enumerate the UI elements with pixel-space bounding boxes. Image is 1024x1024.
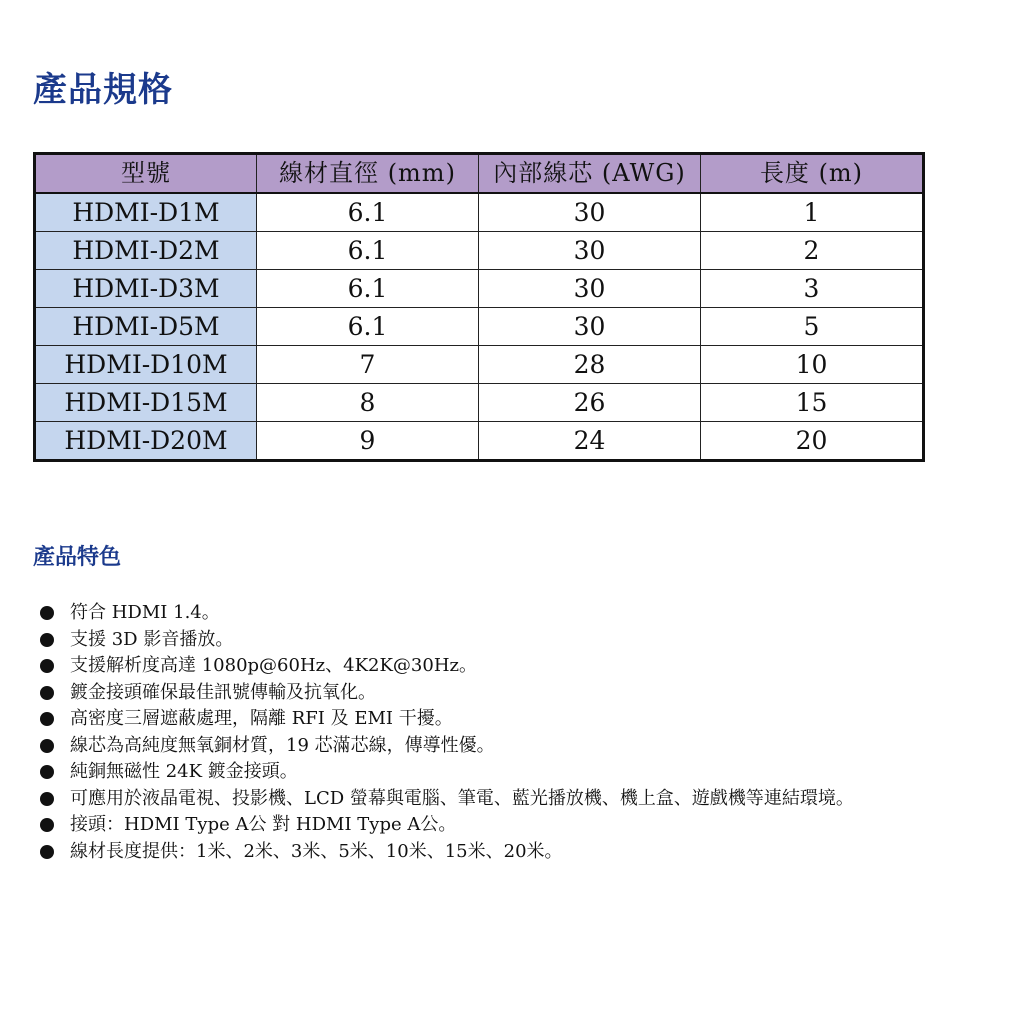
table-row [35, 270, 924, 308]
feature-text: 接頭：HDMI Type A公 對 HDMI Type A公。 [70, 814, 457, 835]
list-item [40, 812, 854, 839]
bullet-icon [40, 606, 54, 620]
cell-length: 20 [701, 422, 924, 461]
header-diameter: 線材直徑 (mm) [257, 154, 479, 194]
cell-model: HDMI-D1M [35, 193, 257, 232]
cell-model: HDMI-D5M [35, 308, 257, 346]
table-row [35, 346, 924, 384]
feature-text: 純銅無磁性 24K 鍍金接頭。 [70, 761, 298, 782]
cell-awg: 30 [479, 193, 701, 232]
feature-text: 支援 3D 影音播放。 [70, 628, 234, 650]
bullet-icon [40, 712, 54, 726]
bullet-icon [40, 633, 54, 647]
table-header-row [35, 154, 924, 194]
feature-text: 支援解析度高達 1080p@60Hz、4K2K@30Hz。 [70, 655, 478, 676]
cell-length: 5 [701, 308, 924, 346]
list-item [40, 786, 854, 813]
bullet-icon [40, 845, 54, 859]
list-item [40, 706, 854, 733]
list-item [40, 680, 854, 707]
spec-table [33, 152, 925, 462]
cell-awg: 30 [479, 232, 701, 270]
feature-text: 符合 HDMI 1.4。 [70, 602, 220, 623]
bullet-icon [40, 792, 54, 806]
cell-diameter: 8 [257, 384, 479, 422]
table-row [35, 232, 924, 270]
bullet-icon [40, 686, 54, 700]
list-item [40, 759, 854, 786]
feature-text: 線材長度提供：1米、2米、3米、5米、10米、15米、20米。 [70, 840, 563, 862]
cell-diameter: 6.1 [257, 232, 479, 270]
cell-awg: 30 [479, 270, 701, 308]
list-item [40, 627, 854, 654]
feature-text: 鍍金接頭確保最佳訊號傳輸及抗氧化。 [70, 681, 376, 703]
header-length: 長度 (m) [701, 154, 924, 194]
feature-text: 線芯為高純度無氧銅材質，19 芯滿芯線，傳導性優。 [70, 734, 495, 756]
cell-diameter: 6.1 [257, 308, 479, 346]
bullet-icon [40, 818, 54, 832]
bullet-icon [40, 659, 54, 673]
cell-model: HDMI-D15M [35, 384, 257, 422]
cell-length: 2 [701, 232, 924, 270]
list-item [40, 653, 854, 680]
cell-length: 1 [701, 193, 924, 232]
cell-model: HDMI-D3M [35, 270, 257, 308]
cell-awg: 26 [479, 384, 701, 422]
cell-awg: 28 [479, 346, 701, 384]
feature-text: 高密度三層遮蔽處理，隔離 RFI 及 EMI 干擾。 [70, 708, 453, 729]
cell-model: HDMI-D2M [35, 232, 257, 270]
cell-awg: 30 [479, 308, 701, 346]
cell-length: 3 [701, 270, 924, 308]
cell-length: 15 [701, 384, 924, 422]
table-row [35, 384, 924, 422]
list-item [40, 600, 854, 627]
header-model: 型號 [35, 154, 257, 194]
list-item [40, 733, 854, 760]
cell-model: HDMI-D10M [35, 346, 257, 384]
cell-diameter: 6.1 [257, 193, 479, 232]
feature-list [40, 600, 854, 865]
table-row [35, 422, 924, 461]
table-row [35, 193, 924, 232]
feature-text: 可應用於液晶電視、投影機、LCD 螢幕與電腦、筆電、藍光播放機、機上盒、遊戲機等連結環境。 [70, 787, 854, 809]
cell-length: 10 [701, 346, 924, 384]
list-item [40, 839, 854, 866]
cell-diameter: 9 [257, 422, 479, 461]
header-awg: 內部線芯 (AWG) [479, 154, 701, 194]
cell-diameter: 6.1 [257, 270, 479, 308]
features-title: 產品特色 [33, 545, 122, 570]
cell-diameter: 7 [257, 346, 479, 384]
bullet-icon [40, 739, 54, 753]
table-row [35, 308, 924, 346]
bullet-icon [40, 765, 54, 779]
spec-title: 產品規格 [33, 70, 173, 110]
cell-model: HDMI-D20M [35, 422, 257, 461]
cell-awg: 24 [479, 422, 701, 461]
